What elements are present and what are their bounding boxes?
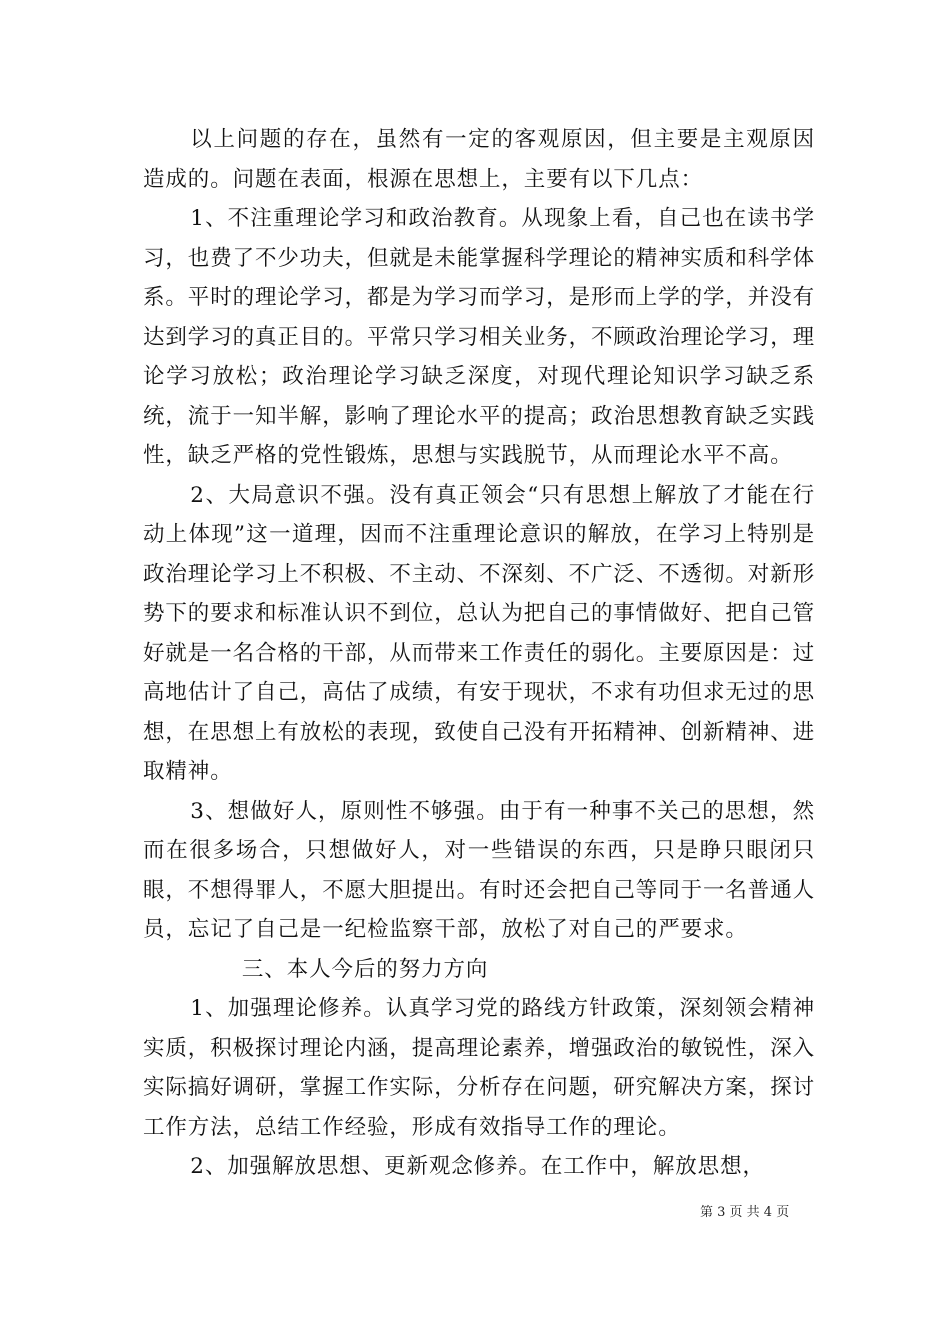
- paragraph-causes-intro: 以上问题的存在，虽然有一定的客观原因，但主要是主观原因造成的。问题在表面，根源在思想上，主要有以下几点：: [143, 127, 815, 192]
- paragraph-cause-2: 2、大局意识不强。没有真正领会“只有思想上解放了才能在行动上体现”这一道理，因而不注重理论意识的解放，在学习上特别是政治理论学习上不积极、不主动、不深刻、不广泛、不透彻。对新形势下的要求和标准认识不到位，总认为把自己的事情做好、把自己管好就是一名合格的干部，从而带来工作责任的弱化。主要原因是：过高地估计了自己，高估了成绩，有安于现状，不求有功但求无过的思想，在思想上有放松的表现，致使自己没有开拓精神、创新精神、进取精神。: [143, 482, 816, 784]
- document-body: [143, 120, 815, 1187]
- paragraph-direction-2: 2、加强解放思想、更新观念修养。在工作中，解放思想，: [190, 1154, 765, 1179]
- section-heading-future-direction: 三、本人今后的努力方向: [241, 956, 489, 982]
- page-number-footer: 第 3 页 共 4 页: [700, 1205, 790, 1220]
- paragraph-cause-3: 3、想做好人，原则性不够强。由于有一种事不关己的思想，然而在很多场合，只想做好人，对一些错误的东西，只是睁只眼闭只眼，不想得罪人，不愿大胆提出。有时还会把自己等同于一名普通人员，忘记了自己是一纪检监察干部，放松了对自己的严要求。: [143, 798, 816, 942]
- paragraph-direction-1: 1、加强理论修养。认真学习党的路线方针政策，深刻领会精神实质，积极探讨理论内涵，提高理论素养，增强政治的敏锐性，深入实际搞好调研，掌握工作实际，分析存在问题，研究解决方案，探讨工作方法，总结工作经验，形成有效指导工作的理论。: [143, 996, 816, 1140]
- paragraph-cause-1: 1、不注重理论学习和政治教育。从现象上看，自己也在读书学习，也费了不少功夫，但就是未能掌握科学理论的精神实质和科学体系。平时的理论学习，都是为学习而学习，是形而上学的学，并没有达到学习的真正目的。平常只学习相关业务，不顾政治理论学习，理论学习放松；政治理论学习缺乏深度，对现代理论知识学习缺乏系统，流于一知半解，影响了理论水平的提高；政治思想教育缺乏实践性，缺乏严格的党性锻炼，思想与实践脱节，从而理论水平不高。: [143, 206, 816, 468]
